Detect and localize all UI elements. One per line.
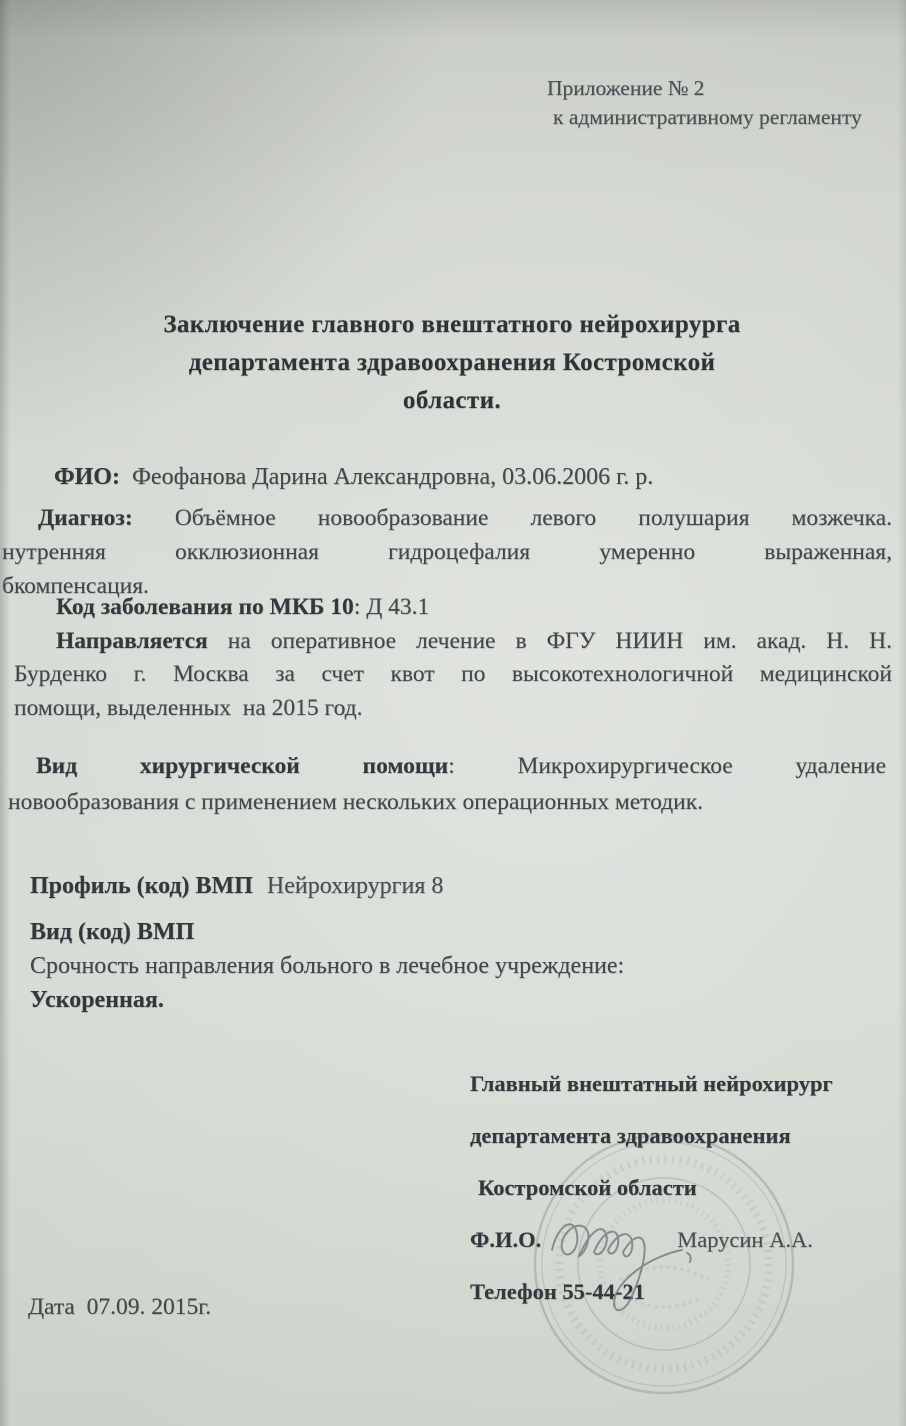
vmp-profile-line xyxy=(30,869,624,903)
title-line-3: области. xyxy=(402,387,502,414)
appendix-number-line: Приложение № 2 xyxy=(547,76,705,100)
diagnosis-line-2: нутренняя окклюзионная гидроцефалия умеренно выраженная, xyxy=(2,539,892,565)
diagnosis-line-1 xyxy=(2,501,892,535)
referral-line-1-text: на оперативное лечение в ФГУ НИИН им. акад. Н. Н. xyxy=(207,627,892,654)
referral-line-3: помощи, выделенных на 2015 год. xyxy=(14,694,363,721)
title-line-2: департамента здравоохранения Костромской xyxy=(188,349,716,376)
surgery-type-line-1-text: : Микрохирургическое удаление xyxy=(448,753,886,779)
appendix-regulation-line: к административному регламенту xyxy=(553,105,862,129)
surgery-type-line-1 xyxy=(8,748,886,784)
icd-code-line xyxy=(2,591,892,625)
surgery-type-line-2: новообразования с применением нескольких операционных методик. xyxy=(8,789,704,815)
vmp-profile-value: Нейрохирургия 8 xyxy=(266,873,444,899)
icd-code-value: : Д 43.1 xyxy=(353,594,430,620)
diagnosis-label: Диагноз: xyxy=(38,505,133,531)
signatory-title-line-1: Главный внештатный нейрохирург xyxy=(470,1071,833,1096)
diagnosis-line-3: бкомпенсация. xyxy=(2,573,149,599)
signatory-fio-value: Марусин А.А. xyxy=(677,1227,813,1252)
signatory-fio-label: Ф.И.О. xyxy=(470,1227,542,1252)
title-line-1: Заключение главного внештатного нейрохирурга xyxy=(163,311,741,338)
document-date: Дата 07.09. 2015г. xyxy=(28,1294,212,1320)
diagnosis-line-1-text: Объёмное новообразование левого полушария мозжечка. xyxy=(132,505,892,531)
referral-label: Направляется xyxy=(56,627,208,654)
vmp-urgency-label: Срочность направления больного в лечебное учреждение: xyxy=(30,953,625,979)
signatory-phone-line: Телефон 55-44-21 xyxy=(470,1279,645,1304)
document-title xyxy=(18,306,886,420)
signatory-title-line-2: департамента здравоохранения xyxy=(470,1123,791,1148)
surgery-type-paragraph xyxy=(8,748,886,820)
icd-code-label: Код заболевания по МКБ 10 xyxy=(56,594,354,620)
icd-and-referral-paragraph xyxy=(2,591,892,725)
surgery-type-label: Вид хирургической помощи xyxy=(36,753,449,779)
vmp-section xyxy=(30,869,624,1017)
vmp-urgency-value: Ускоренная. xyxy=(30,987,164,1013)
diagnosis-paragraph xyxy=(2,501,892,603)
handwritten-signature-icon xyxy=(540,1196,800,1328)
appendix-note xyxy=(547,74,862,132)
patient-name-value: Феофанова Дарина Александровна, 03.06.2006 г. р. xyxy=(119,464,654,490)
vmp-kind-label: Вид (код) ВМП xyxy=(30,919,195,945)
referral-line-1 xyxy=(2,625,892,659)
referral-line-2: Бурденко г. Москва за счет квот по высокотехнологичной медицинской xyxy=(14,661,892,687)
signatory-title-line-3: Костромской области xyxy=(478,1175,697,1200)
patient-name-label: ФИО: xyxy=(54,464,120,490)
vmp-profile-label: Профиль (код) ВМП xyxy=(30,873,253,899)
